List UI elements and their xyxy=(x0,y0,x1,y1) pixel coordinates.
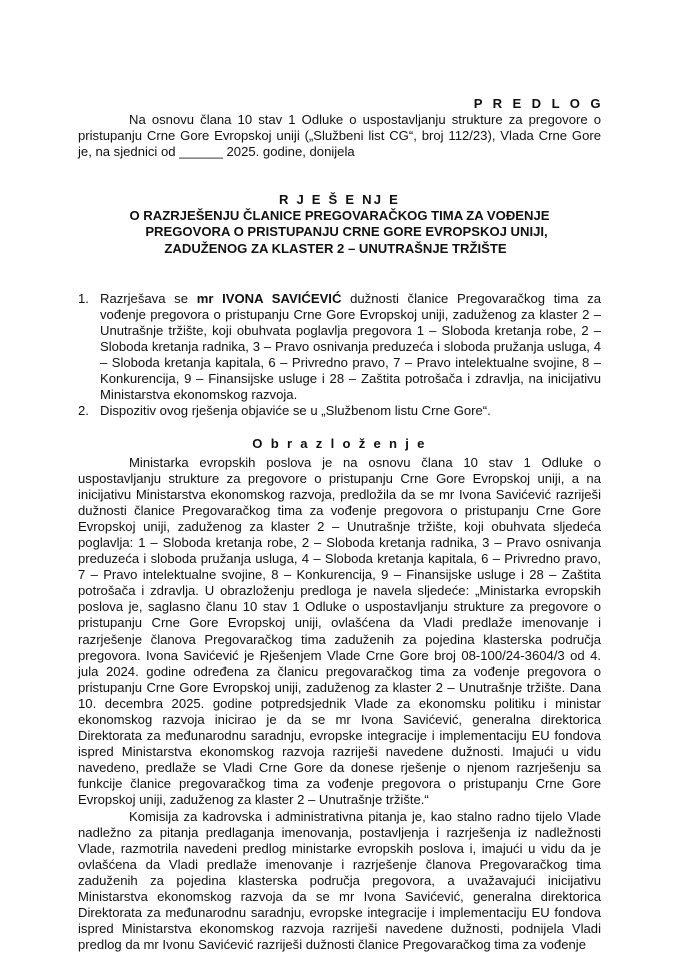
decision-items-list xyxy=(78,291,601,420)
rationale-paragraph-2: Komisija za kadrovska i administrativna pitanja je, kao stalno radno tijelo Vlade nadležno za pitanja predlaganja imenovanja, postavljenja i razrješenja iz nadležnosti Vlade, razmotrila navedeni predlog ministarke evropskih poslova i, imajući u vidu da je ovlašćena da Vladi predlaže imenovanje i razrješenje članova Pregovaračkog tima zaduženih za pojedina klasterska područja pregovora, a uvažavajući inicijativu Ministarstva ekonomskog razvoja da se mr Ivona Savićević, generalna direktorica Direktorata za međunarodnu saradnju, evropske integracije i implementaciju EU fondova ispred Ministarstva ekonomskog razvoja razriješi navedene dužnosti, podnijela Vladi predlog da mr Ivonu Savićević razriješi dužnosti članice Pregovaračkog tima za vođenje xyxy=(78,808,601,953)
item-body-text: dužnosti članice Pregovaračkog tima za vođenje pregovora o pristupanju Crne Gore Evropskoj uniji, zaduženog za klaster 2 – Unutrašnje tržište, koji obuhvata poglavlja pregovora 1 – Sloboda kretanja robe, 2 – Sloboda kretanja radnika, 3 – Pravo osnivanja preduzeća i sloboda pružanja usluga, 4 – Sloboda kretanja kapitala, 6 – Privredno pravo, 7 – Pravo intelektualne svojine, 8 – Konkurencija, 9 – Finansijske usluge i 28 – Zaštita potrošača i zdravlja, na inicijativu Ministarstva ekonomskog razvoja. xyxy=(100,290,601,403)
item-lead-text: Dispozitiv ovog rješenja objaviće se u „Službenom listu Crne Gore“. xyxy=(100,403,491,419)
decision-title: R J E Š E NJ E xyxy=(278,192,401,208)
decision-subtitle-line-3: ZADUŽENOG ZA KLASTER 2 – UNUTRAŠNJE TRŽIŠTE xyxy=(164,240,507,256)
decision-subtitle-line-2: PREGOVORA O PRISTUPANJU CRNE GORE EVROPSKOJ UNIJI, xyxy=(145,224,548,240)
decision-title-block xyxy=(78,192,601,256)
rationale-heading: O b r a z l o ž e n j e xyxy=(252,436,427,452)
decision-item-2 xyxy=(78,403,601,419)
item-number: 1. xyxy=(78,290,89,306)
rationale-paragraph-1: Ministarka evropskih poslova je na osnovu člana 10 stav 1 Odluke o uspostavljanju strukture za pregovore o pristupanju Crne Gore Evropskoj uniji, a na inicijativu Ministarstva ekonomskog razvoja, predložila da se mr Ivona Savićević razriješi dužnosti članice Pregovaračkog tima za vođenje pregovora o pristupanju Crne Gore Evropskoj uniji, zaduženog za klaster 2 – Unutrašnje tržište, koji obuhvata sljedeća poglavlja: 1 – Sloboda kretanja robe, 2 – Sloboda kretanja radnika, 3 – Pravo osnivanja preduzeća i sloboda pružanja usluga, 4 – Sloboda kretanja kapitala, 6 – Privredno pravo, 7 – Pravo intelektualne svojine, 8 – Konkurencija, 9 – Finansijske usluge i 28 – Zaštita potrošača i zdravlja. U obrazloženju predloga je navela sljedeće: „Ministarka evropskih poslova je, saglasno članu 10 stav 1 Odluke o uspostavljanju strukture za pregovore o pristupanju Crne Gore Evropskoj uniji, ovlašćena da Vladi predlaže imenovanje i razrješenje članova Pregovaračkog tima zaduženih za pojedina klasterska područja pregovora. Ivona Savićević je Rješenjem Vlade Crne Gore broj 08-100/24-3604/3 od 4. jula 2024. godine određena za članicu pregovaračkog tima za vođenje pregovora o pristupanju Crne Gore Evropskoj uniji, zaduženog za klaster 2 – Unutrašnje tržište. Dana 10. decembra 2025. godine potpredsjednik Vlade za ekonomsku politiku i ministar ekonomskog razvoja inicirao je da se mr Ivona Savićević, generalna direktorica Direktorata za međunarodnu saradnju, evropske integracije i implementaciju EU fondova ispred Ministarstva ekonomskog razvoja razriješi navedene dužnosti. Imajući u vidu navedeno, predlaže se Vladi Crne Gore da donese rješenje o njenom razrješenju sa funkcije članice pregovaračkog tima za vođenje pregovora o pristupanju Crne Gore Evropskoj uniji, zaduženog za klaster 2 – Unutrašnje tržište.“ xyxy=(78,454,601,808)
proposal-label: P R E D L O G xyxy=(473,96,604,111)
preamble-paragraph: Na osnovu člana 10 stav 1 Odluke o uspostavljanju strukture za pregovore o pristupanju Crne Gore Evropskoj uniji („Službeni list CG“, broj 112/23), Vlada Crne Gore je, na sjednici od ______ 2025. godine, donijela xyxy=(78,112,601,160)
decision-item-1 xyxy=(78,291,601,404)
person-name: mr IVONA SAVIĆEVIĆ xyxy=(196,290,342,306)
decision-subtitle-line-1: O RAZRJEŠENJU ČLANICE PREGOVARAČKOG TIMA ZA VOĐENJE xyxy=(129,208,550,224)
item-number: 2. xyxy=(78,403,89,419)
item-lead-text: Razrješava se xyxy=(100,290,197,306)
document-page xyxy=(78,96,604,953)
